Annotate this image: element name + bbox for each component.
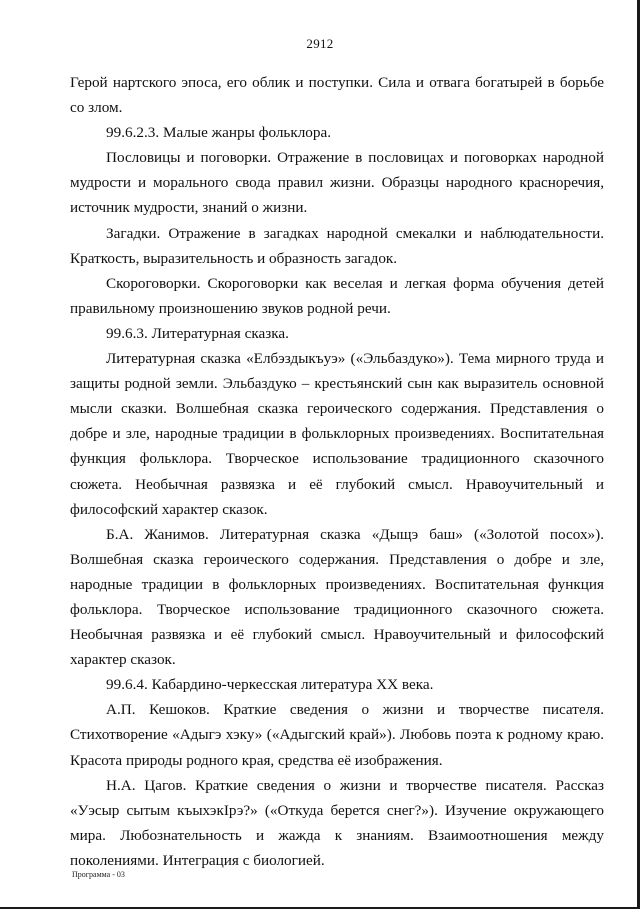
paragraph-tongue-twisters: Скороговорки. Скороговорки как веселая и легкая форма обучения детей правильному произношению звуков родной речи. (70, 274, 604, 317)
section-heading-literary-tale: 99.6.3. Литературная сказка. (106, 324, 289, 342)
paragraph-keshokov: А.П. Кешоков. Краткие сведения о жизни и творчестве писателя. Стихотворение «Адыгэ хэку» («Адыгский край»). Любовь поэта к родному краю. Красота природы родного края, средства её изображения. (70, 701, 604, 769)
page-footer: Программа - 03 (72, 870, 125, 879)
paragraph-riddles: Загадки. Отражение в загадках народной смекалки и наблюдательности. Краткость, выразительность и образность загадок. (70, 224, 604, 267)
paragraph-nart-epic: Герой нартского эпоса, его облик и поступки. Сила и отвага богатырей в борьбе со злом. (70, 74, 604, 117)
document-body (70, 70, 604, 873)
paragraph-elbazduko: Литературная сказка «Елбэздыкъуэ» («Эльбаздуко»). Тема мирного труда и защиты родной земли. Эльбаздуко – крестьянский сын как выразитель основной мысли сказки. Волшебная сказка героического содержания. Представления о добре и зле, народные традиции в фольклорных произведениях. Воспитательная функция фольклора. Творческое использование традиционного сказочного сюжета. Необычная развязка и её глубокий смысл. Нравоучительный и философский характер сказок. (70, 350, 604, 518)
paragraph-tsagov: Н.А. Цагов. Краткие сведения о жизни и творчестве писателя. Рассказ «Уэсыр сытым къыхэкIрэ?» («Откуда берется снег?»). Изучение окружающего мира. Любознательность и жажда к знаниям. Взаимоотношения между поколениями. Интеграция с биологией. (70, 776, 604, 869)
paragraph-zhanimov: Б.А. Жанимов. Литературная сказка «Дыщэ баш» («Золотой посох»). Волшебная сказка героического содержания. Представления о добре и зле, народные традиции в фольклорных произведениях. Воспитательная функция фольклора. Творческое использование традиционного сказочного сюжета. Необычная развязка и её глубокий смысл. Нравоучительный и философский характер сказок. (70, 525, 604, 669)
paragraph-proverbs: Пословицы и поговорки. Отражение в пословицах и поговорках народной мудрости и морального свода правил жизни. Образцы народного красноречия, источник мудрости, знаний о жизни. (70, 149, 604, 217)
page-number: 2912 (306, 36, 334, 51)
section-heading-20th-century: 99.6.4. Кабардино-черкесская литература XX века. (106, 676, 434, 694)
section-heading-small-genres: 99.6.2.3. Малые жанры фольклора. (106, 124, 332, 142)
